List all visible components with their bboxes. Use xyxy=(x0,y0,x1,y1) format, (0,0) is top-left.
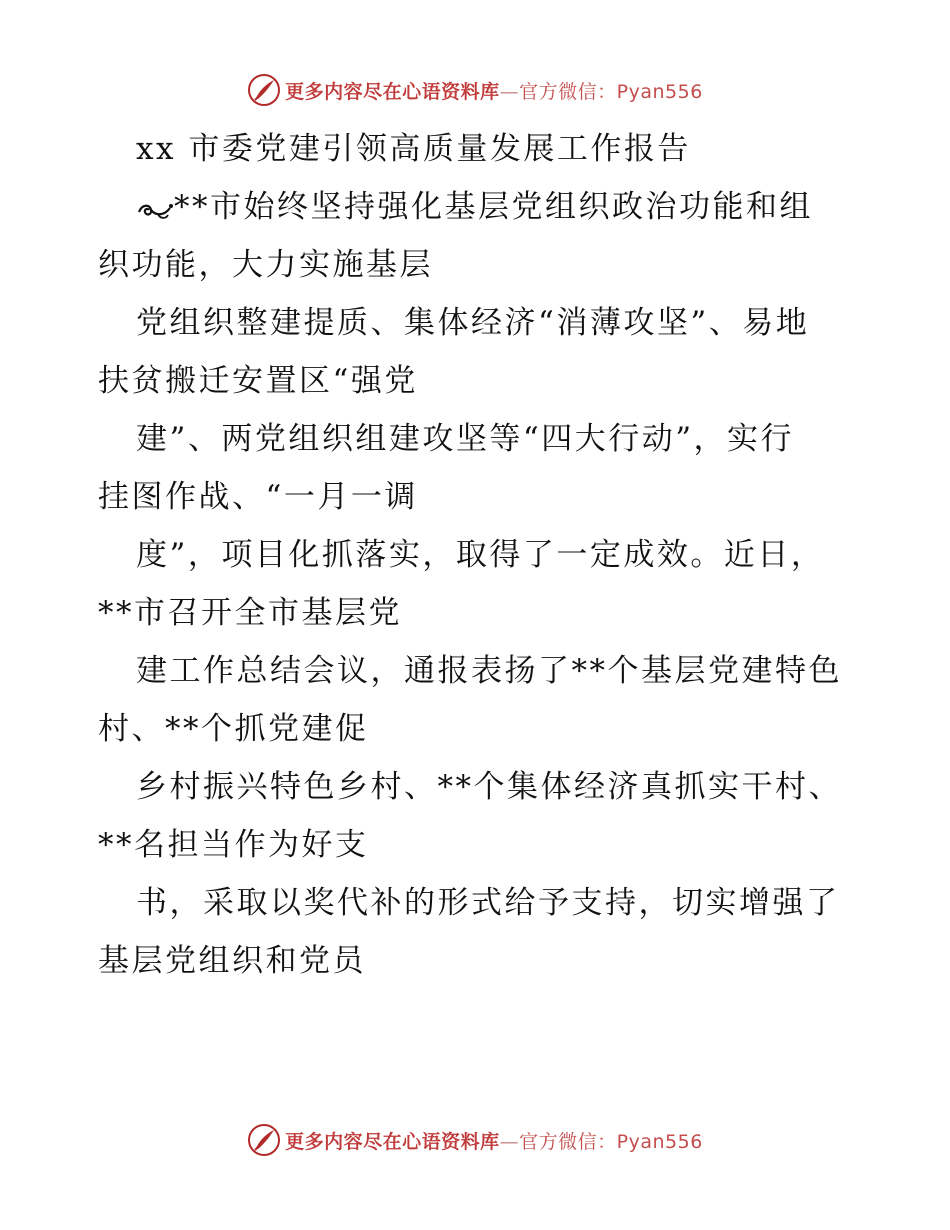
paragraph-line-6: 挂图作战、“一月一调 xyxy=(98,479,418,515)
paragraph-line-1-text: **市始终坚持强化基层党组织政治功能和组 xyxy=(174,189,813,225)
paragraph-line-9: 建工作总结会议，通报表扬了**个基层党建特色 xyxy=(136,653,842,689)
watermark-text xyxy=(285,77,703,104)
paragraph-line-4: 扶贫搬迁安置区“强党 xyxy=(98,363,418,399)
watermark-brand: 更多内容尽在心语资料库 xyxy=(285,1130,500,1153)
fleuron-ornament-icon xyxy=(136,194,174,224)
paragraph-line-1 xyxy=(98,178,858,236)
paragraph-line-11: 乡村振兴特色乡村、**个集体经济真抓实干村、 xyxy=(136,769,842,805)
paragraph-line-3: 党组织整建提质、集体经济“消薄攻坚”、易地 xyxy=(136,305,810,341)
document-body xyxy=(98,120,858,990)
paragraph-line-10: 村、**个抓党建促 xyxy=(98,711,369,747)
footer-watermark xyxy=(0,1120,950,1160)
header-watermark xyxy=(0,70,950,110)
paragraph-line-14: 基层党组织和党员 xyxy=(98,943,366,979)
paragraph-line-13: 书，采取以奖代补的形式给予支持，切实增强了 xyxy=(136,885,840,921)
watermark-separator: — xyxy=(499,80,520,103)
watermark-brand: 更多内容尽在心语资料库 xyxy=(285,80,500,103)
paragraph-line-7: 度”，项目化抓落实，取得了一定成效。近日， xyxy=(136,537,825,573)
watermark-text xyxy=(285,1127,703,1154)
paragraph-line-8: **市召开全市基层党 xyxy=(98,595,402,631)
quill-pen-logo-icon xyxy=(247,1123,281,1157)
document-title: xx 市委党建引领高质量发展工作报告 xyxy=(136,131,691,167)
quill-pen-logo-icon xyxy=(247,73,281,107)
paragraph-line-12: **名担当作为好支 xyxy=(98,827,369,863)
paragraph-line-2: 织功能，大力实施基层 xyxy=(98,247,433,283)
watermark-separator: — xyxy=(499,1130,520,1153)
watermark-contact: 官方微信：Pyan556 xyxy=(519,1130,703,1153)
watermark-contact: 官方微信：Pyan556 xyxy=(519,80,703,103)
paragraph-line-5: 建”、两党组织组建攻坚等“四大行动”，实行 xyxy=(136,421,795,457)
